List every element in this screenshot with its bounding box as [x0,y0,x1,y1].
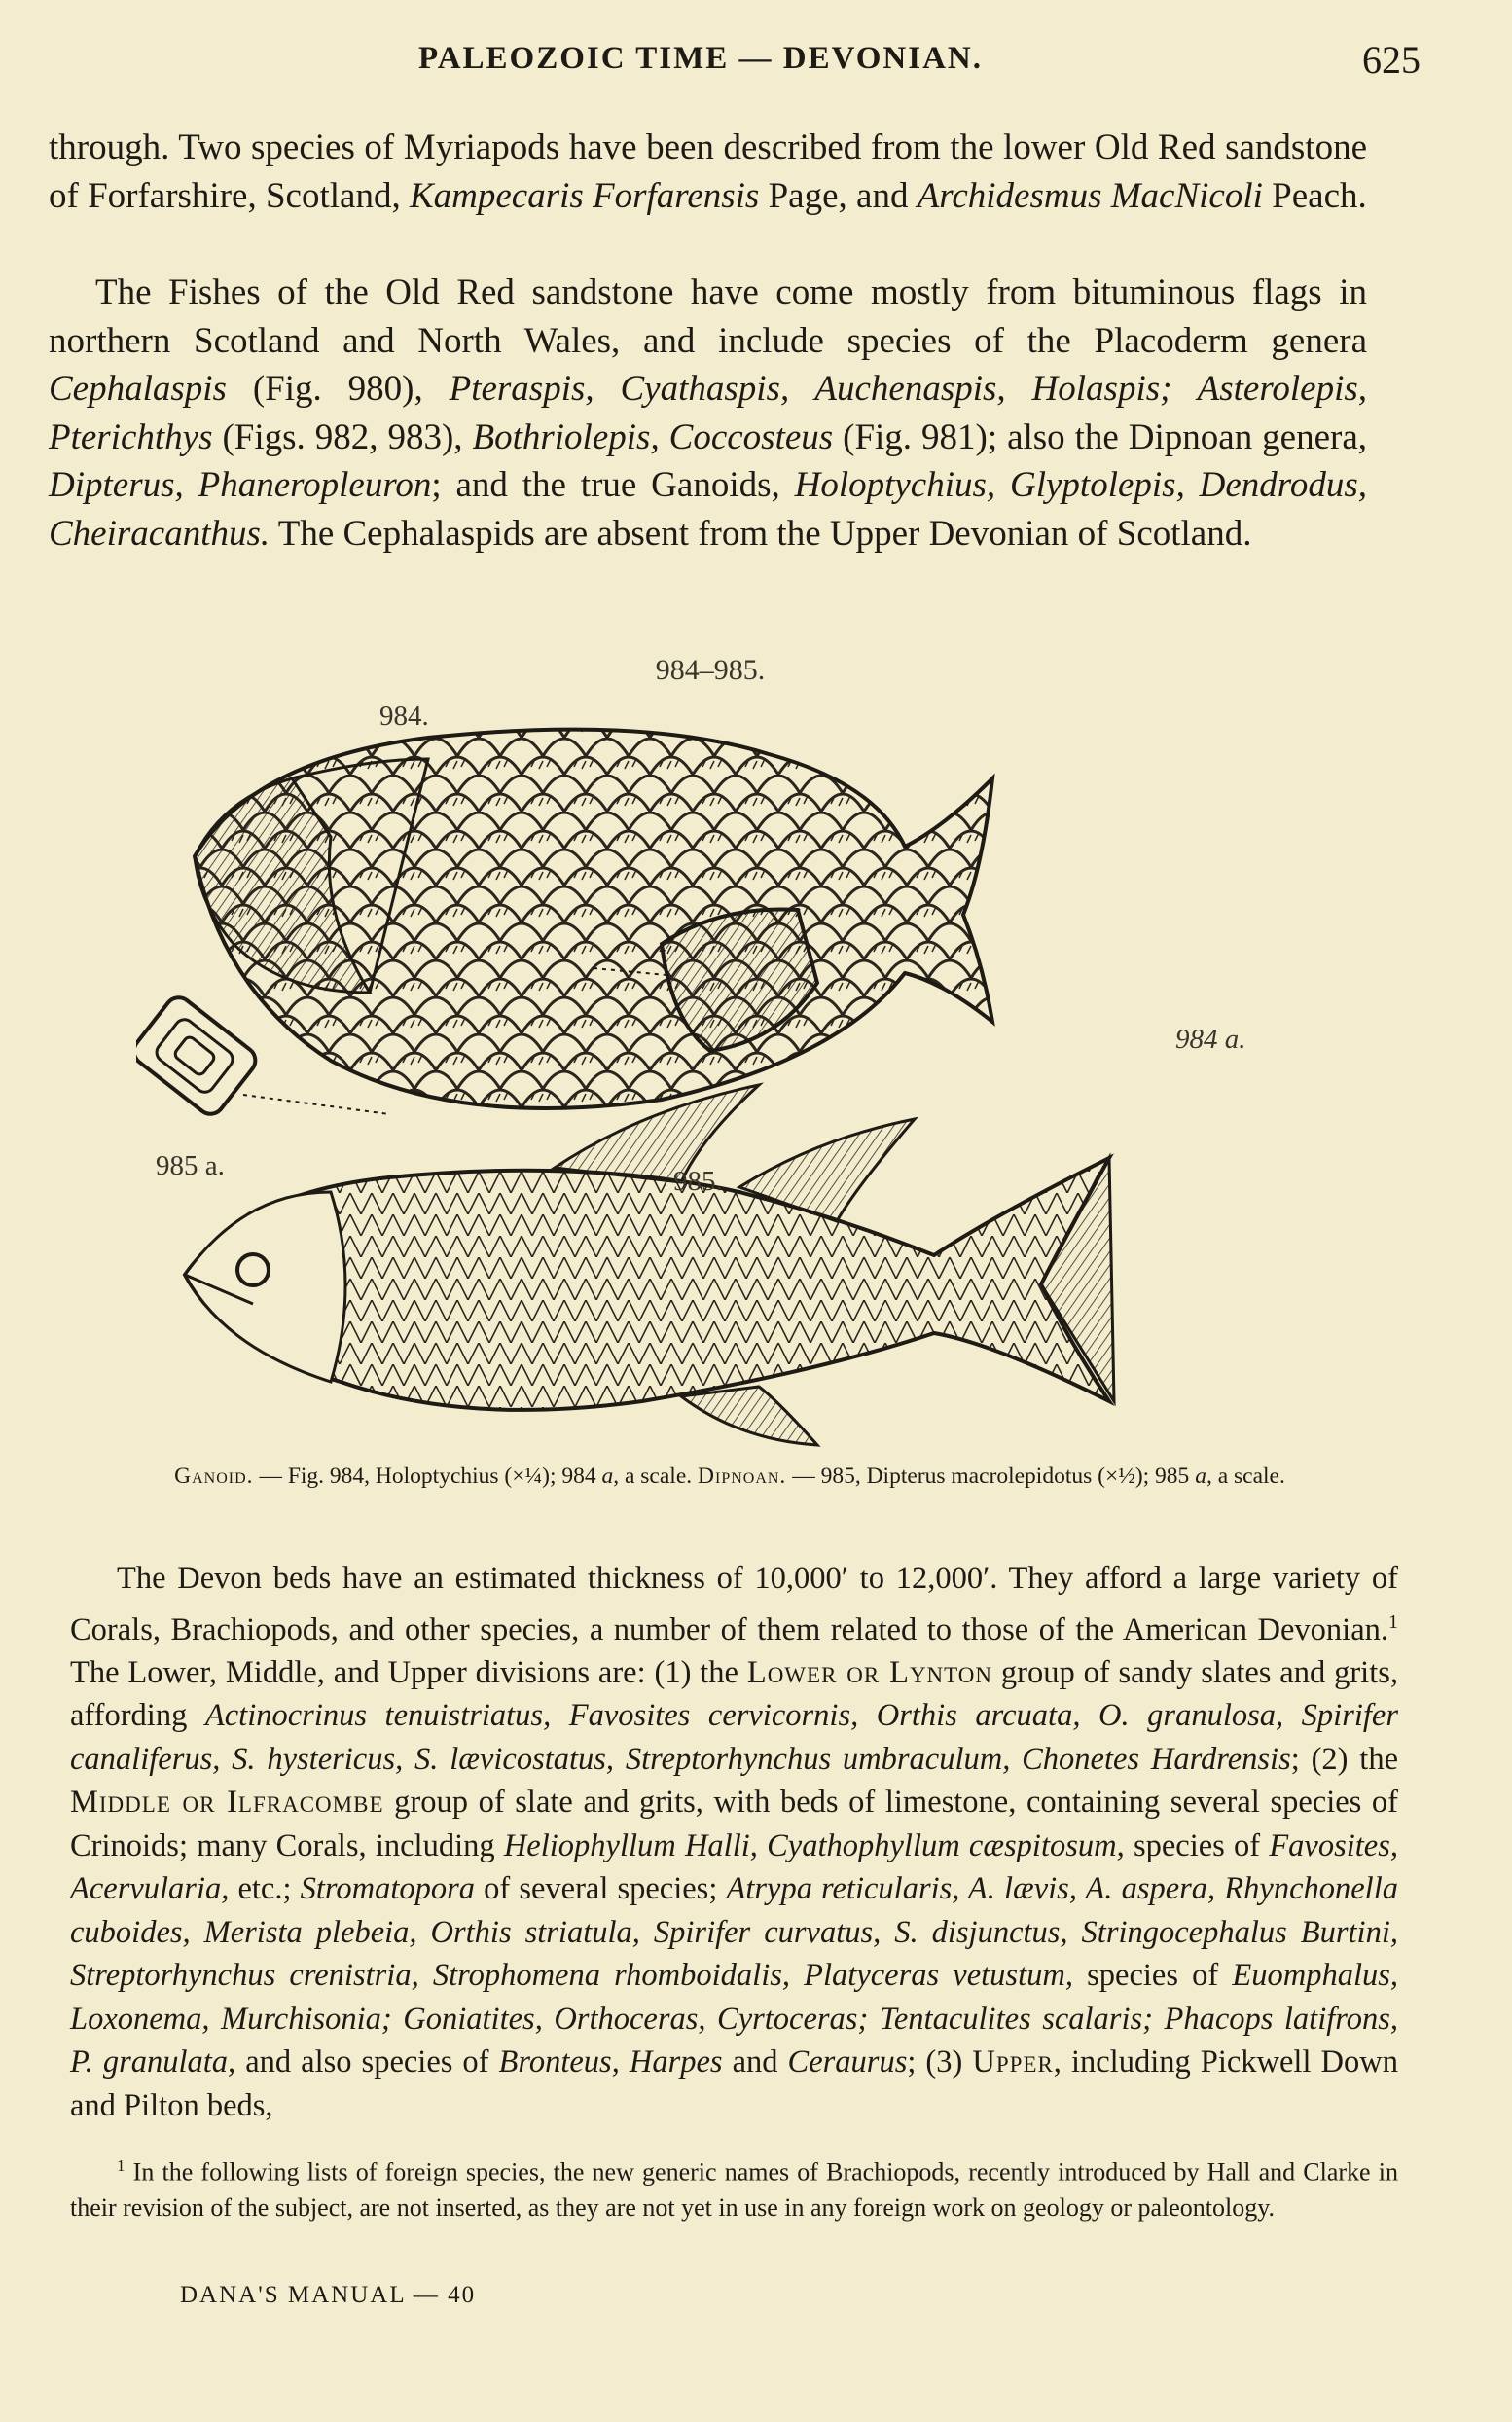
species-list: Favosites, Acervularia, [70,1827,1399,1907]
signature-mark: DANA'S MANUAL — 40 [180,2282,477,2308]
text-run: The Cephalaspids are absent from the Upper Devonian of Scotland. [270,513,1252,554]
text-run: ; (2) the [1290,1741,1398,1777]
running-title: PALEOZOIC TIME — DEVONIAN. [418,41,984,76]
text-run: and also species of [235,2044,499,2080]
caption-group-dipnoan: Dipnoan. [698,1464,787,1489]
division-name: Middle or Ilfracombe [70,1785,384,1821]
species-list: Stromatopora [300,1871,476,1907]
species-name: Kampecaris Forfarensis [409,175,760,216]
text-run: etc.; [229,1871,301,1907]
label-985a: 985 a. [156,1150,225,1181]
species-list: Atrypa reticularis, A. lævis, A. aspera, Rhynchonella cuboides, Merista plebeia, Orthis striatula, Spirifer curvatus, S. disjunctus, Stringocephalus Burtini, Streptorhynchus crenistria, Strophomena rhomboidalis, Platyceras vetustum, [70,1871,1398,1994]
division-name: Lower or Lynton [746,1654,993,1690]
dipterus-fish [185,1085,1114,1445]
text-run: , including Pickwell Down and Pilton beds, [70,2044,1398,2123]
text-run: ; (3) [907,2044,973,2080]
text-run: of several species; [475,1871,727,1907]
text-run: Page, and [759,175,918,216]
footnote [70,2149,1398,2225]
paragraph-devon-beds [70,1557,1398,2127]
genus-name: Cephalaspis [49,369,227,409]
fish-illustration [136,701,1304,1460]
text-run: species of [1124,1827,1270,1863]
text-run: through. Two species of Myriapods have been described from the lower Old Red sandstone of Forfarshire, Scotland, [49,127,1367,216]
caption-text: , a scale. [1206,1464,1285,1489]
caption-text: — 985, Dipterus macrolepidotus (×½); 985 [786,1464,1196,1489]
caption-letter: a [1195,1464,1206,1489]
text-run: group of slate and grits, with beds of limestone, containing several species of Crinoids; many Corals, including [70,1785,1399,1863]
text-run: The Fishes of the Old Red sandstone have come mostly from bituminous flags in northern Scotland and North Wales, and include species of the Placoderm genera [49,272,1367,361]
genus-name: Bothriolepis, Coccosteus [472,416,834,457]
text-run: (Fig. 981); also the Dipnoan genera, [833,416,1368,457]
text-run: group of sandy slates and grits, affording [70,1654,1399,1734]
species-list: Actinocrinus tenuistriatus, Favosites cervicornis, Orthis arcuata, O. granulosa, Spirifer canaliferus, S. hystericus, S. lævicostatus, Streptorhynchus umbraculum, Chonetes Hardrensis [70,1698,1398,1777]
text-run: (Figs. 982, 983), [212,416,473,457]
text-run: (Fig. 980), [226,369,450,409]
fish-engraving [136,701,1304,1460]
division-name: Upper [972,2044,1054,2080]
figure-caption [68,1458,1391,1495]
text-run: The Lower, Middle, and Upper divisions are: (1) the [70,1654,747,1690]
page-number: 625 [1362,38,1421,82]
species-name: Archidesmus MacNicoli [917,175,1263,216]
footnote-number: 1 [117,2156,126,2175]
label-984a: 984 a. [1175,1024,1246,1055]
caption-group-ganoid: Ganoid. [174,1464,254,1489]
species-list: Bronteus, Harpes [498,2044,723,2080]
genus-name: Dipterus, Phaneropleuron [49,465,432,505]
caption-letter: a [601,1464,614,1489]
text-run: and [722,2044,788,2080]
genus-name: Holoptychius, Glyptolepis, Dendrodus, Cheiracanthus. [49,465,1367,554]
text-run: ; and the true Ganoids, [431,465,795,505]
running-head [58,37,1421,86]
label-985: 985. [673,1166,723,1197]
paragraph-myriapods [49,124,1367,220]
footnote-ref[interactable]: 1 [1388,1610,1398,1633]
footnote-text: In the following lists of foreign species, the new generic names of Brachiopods, recently introduced by Hall and Clarke in their revision of the subject, are not inserted, as they are not yet in use in any foreign work on geology or paleontology. [70,2157,1398,2222]
text-run: The Devon beds have an estimated thickness of 10,000′ to 12,000′. They afford a large variety of Corals, Brachiopods, and other species, a number of them related to those of the American Devonian. [70,1561,1398,1647]
text-run: Peach. [1262,175,1367,216]
paragraph-fishes [49,269,1367,558]
caption-text: , a scale. [613,1464,699,1489]
species-list: Ceraurus [787,2044,908,2080]
caption-text: — Fig. 984, Holoptychius (×¼); 984 [253,1464,602,1489]
holoptychius-fish [195,730,992,1108]
label-984: 984. [379,701,429,732]
species-list: Euomphalus, Loxonema, Murchisonia; Goniatites, Orthoceras, Cyrtoceras; Tentaculites scalaris; Phacops latifrons, P. granulata, [70,1958,1398,2080]
species-list: Heliophyllum Halli, Cyathophyllum cæspitosum, [503,1827,1125,1863]
text-run: species of [1072,1958,1233,1994]
genus-name: Pteraspis, Cyathaspis, Auchenaspis, Holaspis; Asterolepis, Pterichthys [49,369,1368,457]
figure-heading: 984–985. [655,654,766,686]
